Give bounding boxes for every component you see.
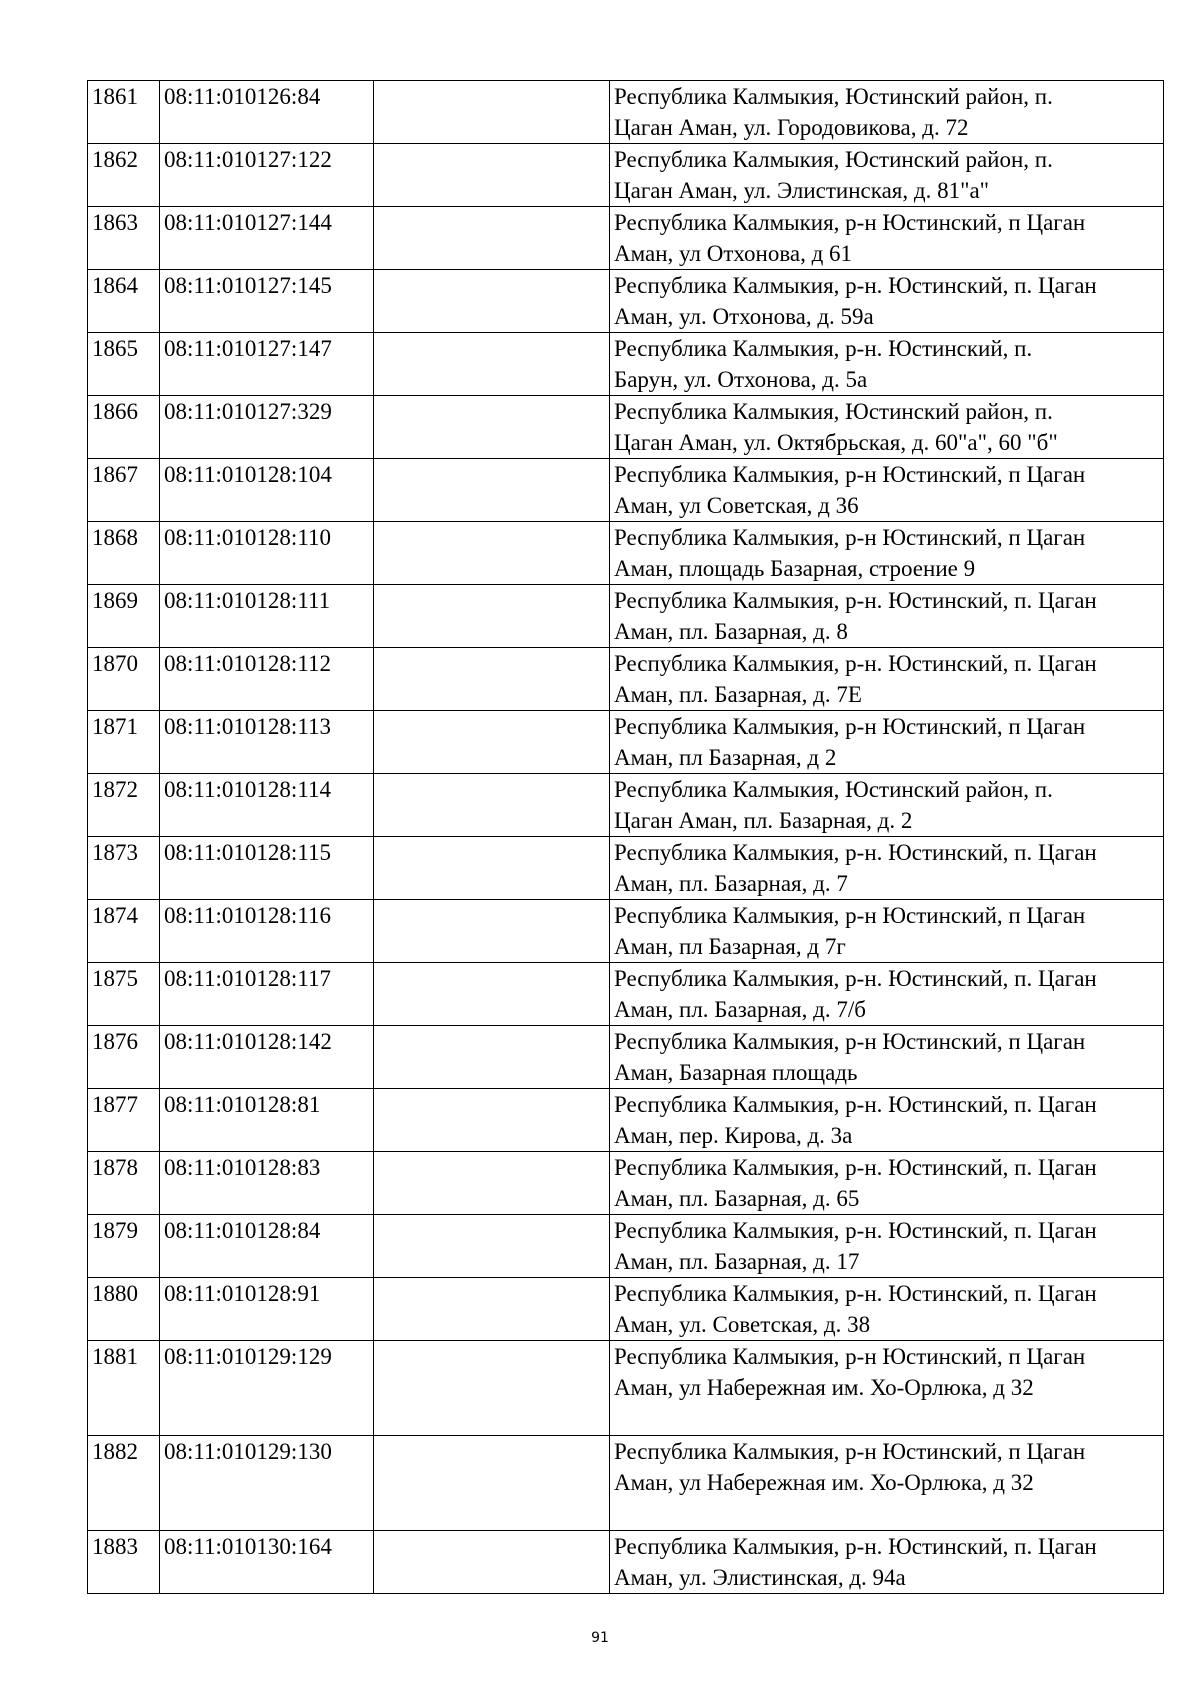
row-number-cell: 1871 — [88, 711, 160, 774]
empty-cell — [374, 1436, 610, 1531]
address-cell: Республика Калмыкия, р-н. Юстинский, п. Цаган Аман, ул. Отхонова, д. 59а — [610, 270, 1164, 333]
table-row — [88, 1026, 1164, 1089]
address-cell: Республика Калмыкия, р-н. Юстинский, п. Цаган Аман, пер. Кирова, д. 3а — [610, 1089, 1164, 1152]
address-cell: Республика Калмыкия, р-н Юстинский, п Цаган Аман, пл Базарная, д 7г — [610, 900, 1164, 963]
cadastral-number-cell: 08:11:010128:116 — [160, 900, 374, 963]
empty-cell — [374, 333, 610, 396]
cadastral-number-cell: 08:11:010129:130 — [160, 1436, 374, 1531]
page-number: 91 — [591, 1630, 609, 1646]
table-row — [88, 900, 1164, 963]
registry-table-body — [88, 81, 1164, 1594]
row-number-cell: 1875 — [88, 963, 160, 1026]
table-row — [88, 1341, 1164, 1436]
cadastral-number-cell: 08:11:010128:91 — [160, 1278, 374, 1341]
address-cell: Республика Калмыкия, р-н. Юстинский, п. Цаган Аман, пл. Базарная, д. 65 — [610, 1152, 1164, 1215]
cadastral-number-cell: 08:11:010128:112 — [160, 648, 374, 711]
row-number-cell: 1861 — [88, 81, 160, 144]
row-number-cell: 1874 — [88, 900, 160, 963]
cadastral-number-cell: 08:11:010129:129 — [160, 1341, 374, 1436]
row-number-cell: 1863 — [88, 207, 160, 270]
table-row — [88, 1089, 1164, 1152]
address-cell: Республика Калмыкия, р-н. Юстинский, п. Цаган Аман, пл. Базарная, д. 17 — [610, 1215, 1164, 1278]
row-number-cell: 1872 — [88, 774, 160, 837]
table-row — [88, 711, 1164, 774]
table-row — [88, 1436, 1164, 1531]
cadastral-number-cell: 08:11:010127:147 — [160, 333, 374, 396]
empty-cell — [374, 81, 610, 144]
address-cell: Республика Калмыкия, р-н Юстинский, п Цаган Аман, площадь Базарная, строение 9 — [610, 522, 1164, 585]
cadastral-number-cell: 08:11:010128:83 — [160, 1152, 374, 1215]
table-row — [88, 837, 1164, 900]
table-row — [88, 774, 1164, 837]
row-number-cell: 1865 — [88, 333, 160, 396]
row-number-cell: 1864 — [88, 270, 160, 333]
property-registry-table — [87, 80, 1164, 1594]
cadastral-number-cell: 08:11:010128:84 — [160, 1215, 374, 1278]
table-row — [88, 1215, 1164, 1278]
empty-cell — [374, 1026, 610, 1089]
cadastral-number-cell: 08:11:010128:110 — [160, 522, 374, 585]
row-number-cell: 1870 — [88, 648, 160, 711]
empty-cell — [374, 270, 610, 333]
address-cell: Республика Калмыкия, р-н. Юстинский, п. Цаган Аман, пл. Базарная, д. 8 — [610, 585, 1164, 648]
address-cell: Республика Калмыкия, р-н. Юстинский, п. Цаган Аман, ул. Элистинская, д. 94а — [610, 1531, 1164, 1594]
row-number-cell: 1880 — [88, 1278, 160, 1341]
address-cell: Республика Калмыкия, Юстинский район, п. Цаган Аман, ул. Октябрьская, д. 60"а", 60 "б" — [610, 396, 1164, 459]
address-cell: Республика Калмыкия, р-н Юстинский, п Цаган Аман, ул Отхонова, д 61 — [610, 207, 1164, 270]
address-cell: Республика Калмыкия, Юстинский район, п. Цаган Аман, ул. Элистинская, д. 81"а" — [610, 144, 1164, 207]
address-cell: Республика Калмыкия, р-н Юстинский, п Цаган Аман, пл Базарная, д 2 — [610, 711, 1164, 774]
table-row — [88, 1152, 1164, 1215]
cadastral-number-cell: 08:11:010128:111 — [160, 585, 374, 648]
row-number-cell: 1873 — [88, 837, 160, 900]
empty-cell — [374, 1531, 610, 1594]
address-cell: Республика Калмыкия, р-н Юстинский, п Цаган Аман, Базарная площадь — [610, 1026, 1164, 1089]
row-number-cell: 1881 — [88, 1341, 160, 1436]
cadastral-number-cell: 08:11:010127:329 — [160, 396, 374, 459]
empty-cell — [374, 396, 610, 459]
empty-cell — [374, 585, 610, 648]
table-row — [88, 459, 1164, 522]
row-number-cell: 1867 — [88, 459, 160, 522]
address-cell: Республика Калмыкия, Юстинский район, п. Цаган Аман, ул. Городовикова, д. 72 — [610, 81, 1164, 144]
empty-cell — [374, 1089, 610, 1152]
address-cell: Республика Калмыкия, р-н. Юстинский, п. Цаган Аман, пл. Базарная, д. 7/б — [610, 963, 1164, 1026]
address-cell: Республика Калмыкия, р-н Юстинский, п Цаган Аман, ул Набережная им. Хо-Орлюка, д 32 — [610, 1341, 1164, 1436]
cadastral-number-cell: 08:11:010127:122 — [160, 144, 374, 207]
table-row — [88, 207, 1164, 270]
address-cell: Республика Калмыкия, р-н. Юстинский, п. Барун, ул. Отхонова, д. 5а — [610, 333, 1164, 396]
empty-cell — [374, 963, 610, 1026]
cadastral-number-cell: 08:11:010128:142 — [160, 1026, 374, 1089]
table-row — [88, 963, 1164, 1026]
address-cell: Республика Калмыкия, р-н. Юстинский, п. Цаган Аман, пл. Базарная, д. 7Е — [610, 648, 1164, 711]
cadastral-number-cell: 08:11:010128:115 — [160, 837, 374, 900]
row-number-cell: 1876 — [88, 1026, 160, 1089]
cadastral-number-cell: 08:11:010128:104 — [160, 459, 374, 522]
row-number-cell: 1868 — [88, 522, 160, 585]
row-number-cell: 1882 — [88, 1436, 160, 1531]
empty-cell — [374, 144, 610, 207]
empty-cell — [374, 1341, 610, 1436]
empty-cell — [374, 459, 610, 522]
table-row — [88, 396, 1164, 459]
table-row — [88, 522, 1164, 585]
address-cell: Республика Калмыкия, р-н. Юстинский, п. Цаган Аман, пл. Базарная, д. 7 — [610, 837, 1164, 900]
row-number-cell: 1869 — [88, 585, 160, 648]
table-row — [88, 648, 1164, 711]
table-row — [88, 1278, 1164, 1341]
cadastral-number-cell: 08:11:010128:81 — [160, 1089, 374, 1152]
cadastral-number-cell: 08:11:010127:145 — [160, 270, 374, 333]
table-row — [88, 333, 1164, 396]
empty-cell — [374, 522, 610, 585]
cadastral-number-cell: 08:11:010128:113 — [160, 711, 374, 774]
table-row — [88, 81, 1164, 144]
row-number-cell: 1862 — [88, 144, 160, 207]
table-row — [88, 270, 1164, 333]
table-row — [88, 144, 1164, 207]
cadastral-number-cell: 08:11:010128:114 — [160, 774, 374, 837]
empty-cell — [374, 837, 610, 900]
address-cell: Республика Калмыкия, р-н. Юстинский, п. Цаган Аман, ул. Советская, д. 38 — [610, 1278, 1164, 1341]
table-row — [88, 1531, 1164, 1594]
empty-cell — [374, 648, 610, 711]
cadastral-number-cell: 08:11:010127:144 — [160, 207, 374, 270]
table-row — [88, 585, 1164, 648]
empty-cell — [374, 774, 610, 837]
address-cell: Республика Калмыкия, Юстинский район, п. Цаган Аман, пл. Базарная, д. 2 — [610, 774, 1164, 837]
address-cell: Республика Калмыкия, р-н Юстинский, п Цаган Аман, ул Набережная им. Хо-Орлюка, д 32 — [610, 1436, 1164, 1531]
cadastral-number-cell: 08:11:010128:117 — [160, 963, 374, 1026]
row-number-cell: 1866 — [88, 396, 160, 459]
cadastral-number-cell: 08:11:010130:164 — [160, 1531, 374, 1594]
cadastral-number-cell: 08:11:010126:84 — [160, 81, 374, 144]
empty-cell — [374, 207, 610, 270]
address-cell: Республика Калмыкия, р-н Юстинский, п Цаган Аман, ул Советская, д 36 — [610, 459, 1164, 522]
row-number-cell: 1883 — [88, 1531, 160, 1594]
empty-cell — [374, 900, 610, 963]
row-number-cell: 1878 — [88, 1152, 160, 1215]
row-number-cell: 1877 — [88, 1089, 160, 1152]
empty-cell — [374, 1215, 610, 1278]
empty-cell — [374, 1152, 610, 1215]
empty-cell — [374, 711, 610, 774]
empty-cell — [374, 1278, 610, 1341]
row-number-cell: 1879 — [88, 1215, 160, 1278]
